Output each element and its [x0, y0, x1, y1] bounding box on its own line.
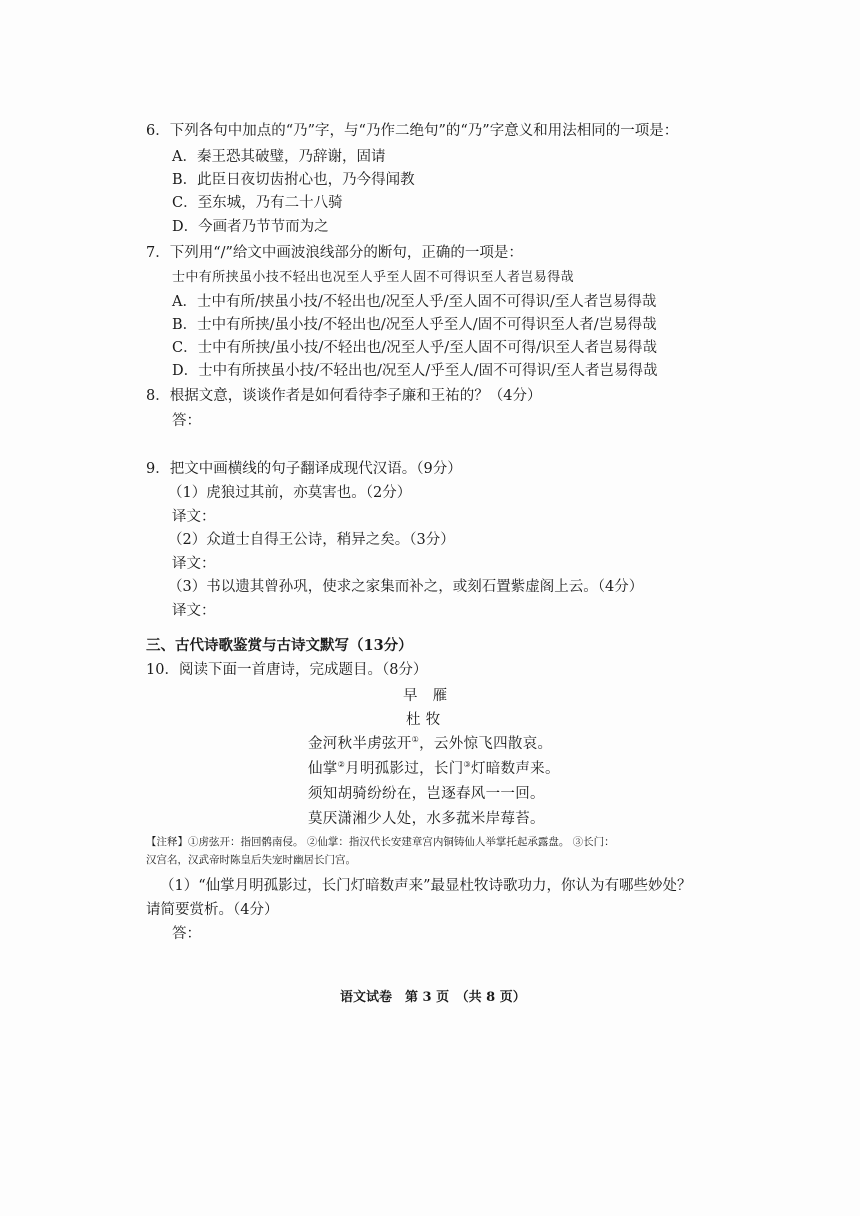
q9-item-2: （2）众道士自得王公诗，稍异之矣。（3分）	[168, 532, 455, 548]
note-marker-1: ①	[411, 735, 420, 745]
q10-answer-label: 答：	[172, 926, 201, 942]
q9-item-3-label: 译文：	[172, 603, 216, 619]
q7-option-c: C．士中有所挟/虽小技/不轻出也/况至人乎/至人固不可得/识至人者岂易得哉	[172, 340, 658, 356]
page-footer: 语文试卷 第 3 页 （共 8 页）	[340, 990, 526, 1005]
poem-notes-line-1: 【注释】①虏弦开：指回鹘南侵。 ②仙掌：指汉代长安建章宫内铜铸仙人举掌托起承露盘。 ③长门：	[146, 836, 615, 848]
q8-answer-label: 答：	[172, 413, 201, 429]
q7-stem: 7．下列用“/”给文中画波浪线部分的断句，正确的一项是：	[146, 245, 523, 261]
note-marker-3: ③	[463, 760, 471, 770]
poem-title: 早 雁	[403, 688, 448, 704]
note-marker-2: ②	[337, 760, 346, 770]
q9-stem: 9．把文中画横线的句子翻译成现代汉语。（9分）	[146, 461, 462, 477]
q9-item-1: （1）虎狼过其前，亦莫害也。（2分）	[168, 485, 412, 501]
q10-stem: 10．阅读下面一首唐诗，完成题目。（8分）	[146, 662, 428, 678]
q9-item-3: （3）书以遗其曾孙巩，使求之家集而补之，或刻石置紫虚阁上云。（4分）	[168, 579, 644, 595]
section-3-title: 三、古代诗歌鉴赏与古诗文默写（13分）	[146, 637, 413, 654]
poem-line-4: 莫厌潇湘少人处，水多菰米岸莓苔。	[308, 811, 545, 827]
q7-option-d: D．士中有所挟虽小技/不轻出也/况至人/乎至人/固不可得识/至人者岂易得哉	[172, 363, 658, 379]
q6-option-d: D．今画者乃节节而为之	[172, 219, 329, 235]
q9-item-1-label: 译文：	[172, 509, 216, 525]
q9-item-2-label: 译文：	[172, 556, 216, 572]
poem-notes-line-2: 汉宫名，汉武帝时陈皇后失宠时幽居长门宫。	[146, 854, 356, 866]
q10-sub1-line-2: 请简要赏析。（4分）	[146, 902, 279, 918]
q6-option-c: C．至东城，乃有二十八骑	[172, 195, 343, 211]
q6-stem: 6．下列各句中加点的“乃”字，与“乃作二绝句”的“乃”字意义和用法相同的一项是：	[146, 123, 679, 139]
poem-line-1: 金河秋半虏弦开①，云外惊飞四散哀。	[308, 735, 553, 752]
q8-stem: 8．根据文意，谈谈作者是如何看待李子廉和王祐的？（4分）	[146, 388, 542, 404]
q7-option-a: A．士中有所/挟虽小技/不轻出也/况至人乎/至人固不可得识/至人者岂易得哉	[172, 294, 657, 310]
poem-line-3: 须知胡骑纷纷在，岂逐春风一一回。	[308, 786, 545, 802]
q7-option-b: B．士中有所挟/虽小技/不轻出也/况至人乎至人/固不可得识至人者/岂易得哉	[172, 317, 657, 333]
poem-author: 杜 牧	[406, 712, 441, 728]
poem-line-2: 仙掌②月明孤影过，长门③灯暗数声来。	[308, 760, 560, 777]
q6-option-a: A．秦王恐其破璧，乃辞谢，固请	[172, 149, 386, 165]
q6-option-b: B．此臣日夜切齿拊心也，乃今得闻教	[172, 172, 415, 188]
q10-sub1-line-1: （1）“仙掌月明孤影过，长门灯暗数声来”最显杜牧诗歌功力，你认为有哪些妙处？	[160, 878, 692, 894]
q7-passage: 士中有所挟虽小技不轻出也况至人乎至人固不可得识至人者岂易得哉	[172, 270, 575, 285]
